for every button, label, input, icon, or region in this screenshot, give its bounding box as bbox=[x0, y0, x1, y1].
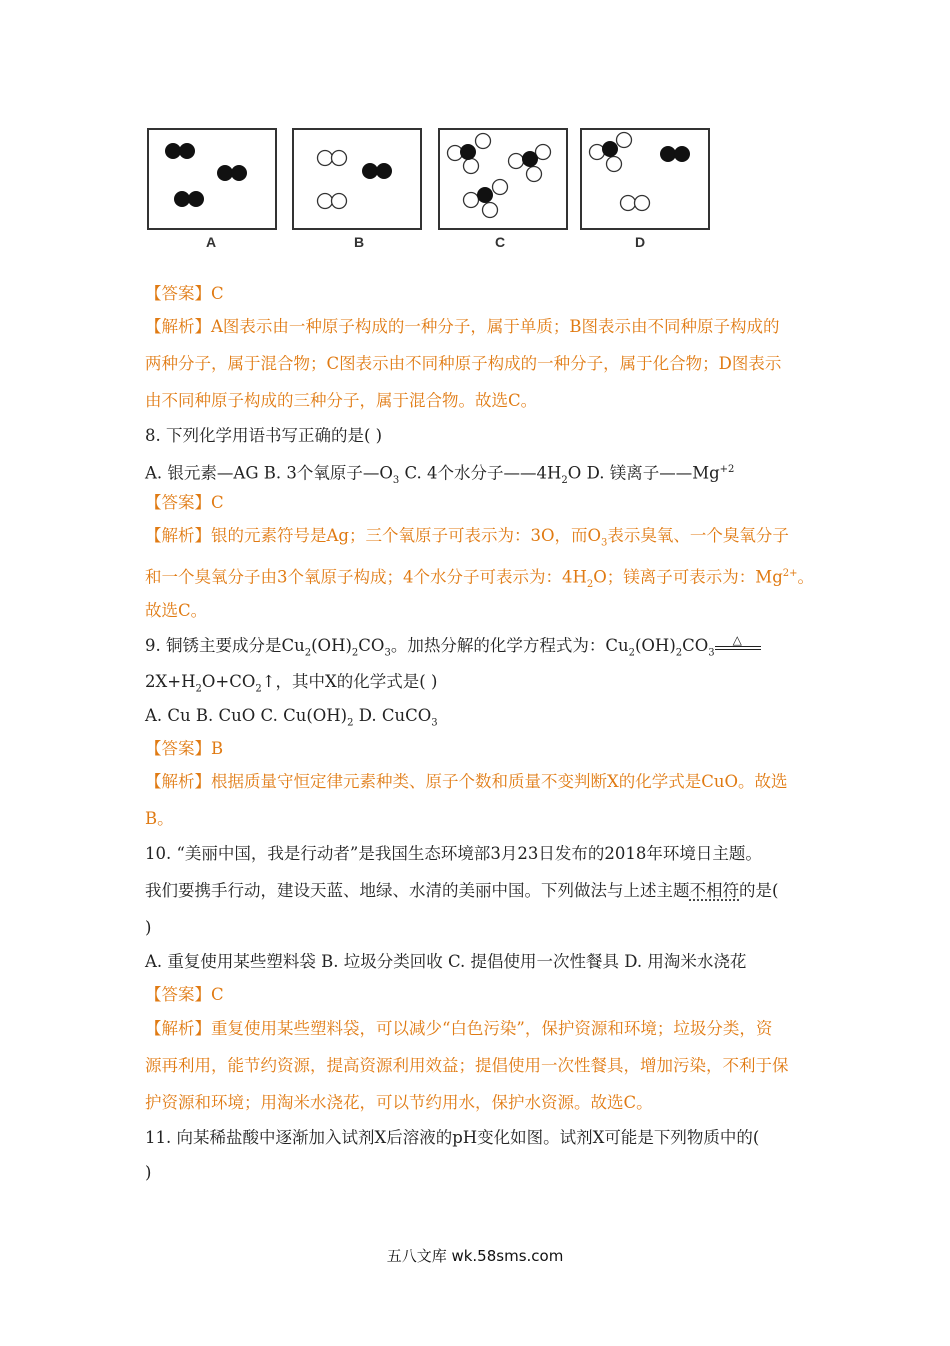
q10-analysis-line-2: 源再利用，能节约资源，提高资源利用效益；提倡使用一次性餐具，增加污染，不利于保 bbox=[145, 1056, 789, 1075]
analysis-text: 表示臭氧、一个臭氧分子 bbox=[607, 526, 789, 545]
subscript: 3 bbox=[392, 474, 400, 486]
figure-label-a: A bbox=[205, 234, 217, 250]
subscript: 2 bbox=[351, 647, 359, 659]
q7-analysis-line-1 bbox=[145, 316, 780, 338]
q8-options bbox=[145, 459, 734, 492]
heat-equals-sign bbox=[715, 635, 761, 655]
q9-eq-text: 2X+H bbox=[145, 672, 196, 691]
emphasis-text: 不相符 bbox=[689, 881, 739, 900]
subscript: 2 bbox=[586, 578, 594, 590]
figure-label-b: B bbox=[353, 234, 365, 250]
subscript: 2 bbox=[347, 717, 354, 729]
superscript: +2 bbox=[719, 464, 735, 475]
superscript: 2+ bbox=[782, 568, 798, 579]
analysis-text: 重复使用某些塑料袋，可以减少“白色污染”，保护资源和环境；垃圾分类，资 bbox=[211, 1019, 773, 1038]
figure-b bbox=[292, 128, 422, 230]
analysis-text: 根据质量守恒定律元素种类、原子个数和质量不变判断X的化学式是CuO。故选 bbox=[211, 772, 788, 791]
answer-tag: 【答案】 bbox=[145, 284, 211, 303]
answer-value: C bbox=[211, 284, 224, 303]
subscript: 3 bbox=[708, 647, 715, 659]
analysis-tag: 【解析】 bbox=[145, 772, 211, 791]
q9-stem-text: CO bbox=[358, 636, 385, 655]
q9-stem-text: CO bbox=[682, 636, 709, 655]
subscript: 3 bbox=[601, 537, 608, 549]
figure-label-d: D bbox=[634, 234, 646, 250]
answer-value: C bbox=[211, 985, 224, 1004]
q9-stem-text: 9. 铜锈主要成分是Cu bbox=[145, 636, 305, 655]
q7-analysis-line-3: 由不同种原子构成的三种分子，属于混合物。故选C。 bbox=[145, 391, 538, 410]
q8-option-c: C. 4个水分子——4H bbox=[399, 463, 562, 483]
analysis-text: 和一个臭氧分子由3个氧原子构成；4个水分子可表示为：4H bbox=[145, 567, 587, 587]
subscript: 2 bbox=[255, 683, 262, 695]
q9-options-text: A. Cu B. CuO C. Cu(OH) bbox=[145, 706, 348, 725]
q7-answer bbox=[145, 283, 224, 305]
q9-answer bbox=[145, 738, 223, 760]
q10-analysis-line-1 bbox=[145, 1018, 772, 1040]
q8-stem: 8. 下列化学用语书写正确的是( ) bbox=[145, 426, 383, 445]
figure-c bbox=[438, 128, 568, 230]
answer-value: B bbox=[211, 739, 224, 758]
subscript: 3 bbox=[431, 717, 438, 729]
analysis-text: O；镁离子可表示为：Mg bbox=[593, 567, 783, 587]
page-footer: 五八文库 wk.58sms.com bbox=[386, 1247, 564, 1265]
subscript: 2 bbox=[304, 647, 312, 659]
q10-stem-text: 的是( bbox=[739, 881, 779, 900]
q10-stem-text: 我们要携手行动，建设天蓝、地绿、水清的美丽中国。下列做法与上述主题 bbox=[145, 881, 690, 900]
q10-stem-line-2 bbox=[145, 880, 778, 902]
q10-answer bbox=[145, 984, 224, 1006]
analysis-text: A图表示由一种原子构成的一种分子，属于单质；B图表示由不同种原子构成的 bbox=[211, 317, 780, 336]
subscript: 3 bbox=[384, 647, 391, 659]
analysis-tag: 【解析】 bbox=[145, 1019, 211, 1038]
q9-equation bbox=[145, 671, 437, 700]
subscript: 2 bbox=[628, 647, 635, 659]
q9-eq-text: ↑，其中X的化学式是( ) bbox=[261, 672, 438, 691]
q8-analysis-line-3: 故选C。 bbox=[145, 601, 208, 620]
figure-d bbox=[580, 128, 710, 230]
subscript: 2 bbox=[195, 683, 202, 695]
subscript: 2 bbox=[675, 647, 683, 659]
heat-triangle-icon: △ bbox=[732, 633, 742, 647]
q9-options bbox=[145, 705, 438, 734]
analysis-tag: 【解析】 bbox=[145, 526, 211, 545]
q9-stem-text: 。加热分解的化学方程式为：Cu bbox=[390, 636, 629, 655]
q10-options: A. 重复使用某些塑料袋 B. 垃圾分类回收 C. 提倡使用一次性餐具 D. 用淘米水浇花 bbox=[145, 952, 747, 971]
q8-options-ab: A. 银元素—AG B. 3个氧原子—O bbox=[145, 463, 393, 483]
q11-stem-line-2: ) bbox=[145, 1163, 152, 1182]
answer-value: C bbox=[211, 493, 224, 512]
analysis-text: 银的元素符号是Ag；三个氧原子可表示为：3O，而O bbox=[211, 526, 602, 545]
q8-option-d: O D. 镁离子——Mg bbox=[567, 463, 720, 483]
answer-tag: 【答案】 bbox=[145, 739, 211, 758]
subscript: 2 bbox=[561, 474, 568, 486]
q9-stem-text: (OH) bbox=[634, 636, 676, 655]
q9-options-text: D. CuCO bbox=[353, 706, 432, 725]
q10-stem-line-1: 10. “美丽中国，我是行动者”是我国生态环境部3月23日发布的2018年环境日主题。 bbox=[145, 844, 762, 863]
q9-eq-text: O+CO bbox=[201, 672, 256, 691]
q8-analysis-line-2 bbox=[145, 563, 814, 596]
q9-analysis-line-2: B。 bbox=[145, 809, 174, 828]
q9-analysis-line-1 bbox=[145, 771, 788, 793]
q11-stem-line-1: 11. 向某稀盐酸中逐渐加入试剂X后溶液的pH变化如图。试剂X可能是下列物质中的( bbox=[145, 1128, 760, 1147]
q8-answer bbox=[145, 492, 224, 514]
q10-stem-line-3: ) bbox=[145, 918, 152, 937]
q9-stem bbox=[145, 635, 761, 664]
q8-analysis-line-1 bbox=[145, 525, 789, 554]
figure-label-c: C bbox=[494, 234, 506, 250]
analysis-tag: 【解析】 bbox=[145, 317, 211, 336]
analysis-text: 。 bbox=[797, 567, 814, 587]
answer-tag: 【答案】 bbox=[145, 493, 211, 512]
q9-stem-text: (OH) bbox=[311, 636, 352, 655]
q10-analysis-line-3: 护资源和环境；用淘米水浇花，可以节约用水，保护水资源。故选C。 bbox=[145, 1093, 653, 1112]
q7-analysis-line-2: 两种分子，属于混合物；C图表示由不同种原子构成的一种分子，属于化合物；D图表示 bbox=[145, 354, 782, 373]
figure-a bbox=[147, 128, 277, 230]
answer-tag: 【答案】 bbox=[145, 985, 211, 1004]
molecule-figures bbox=[147, 128, 712, 250]
